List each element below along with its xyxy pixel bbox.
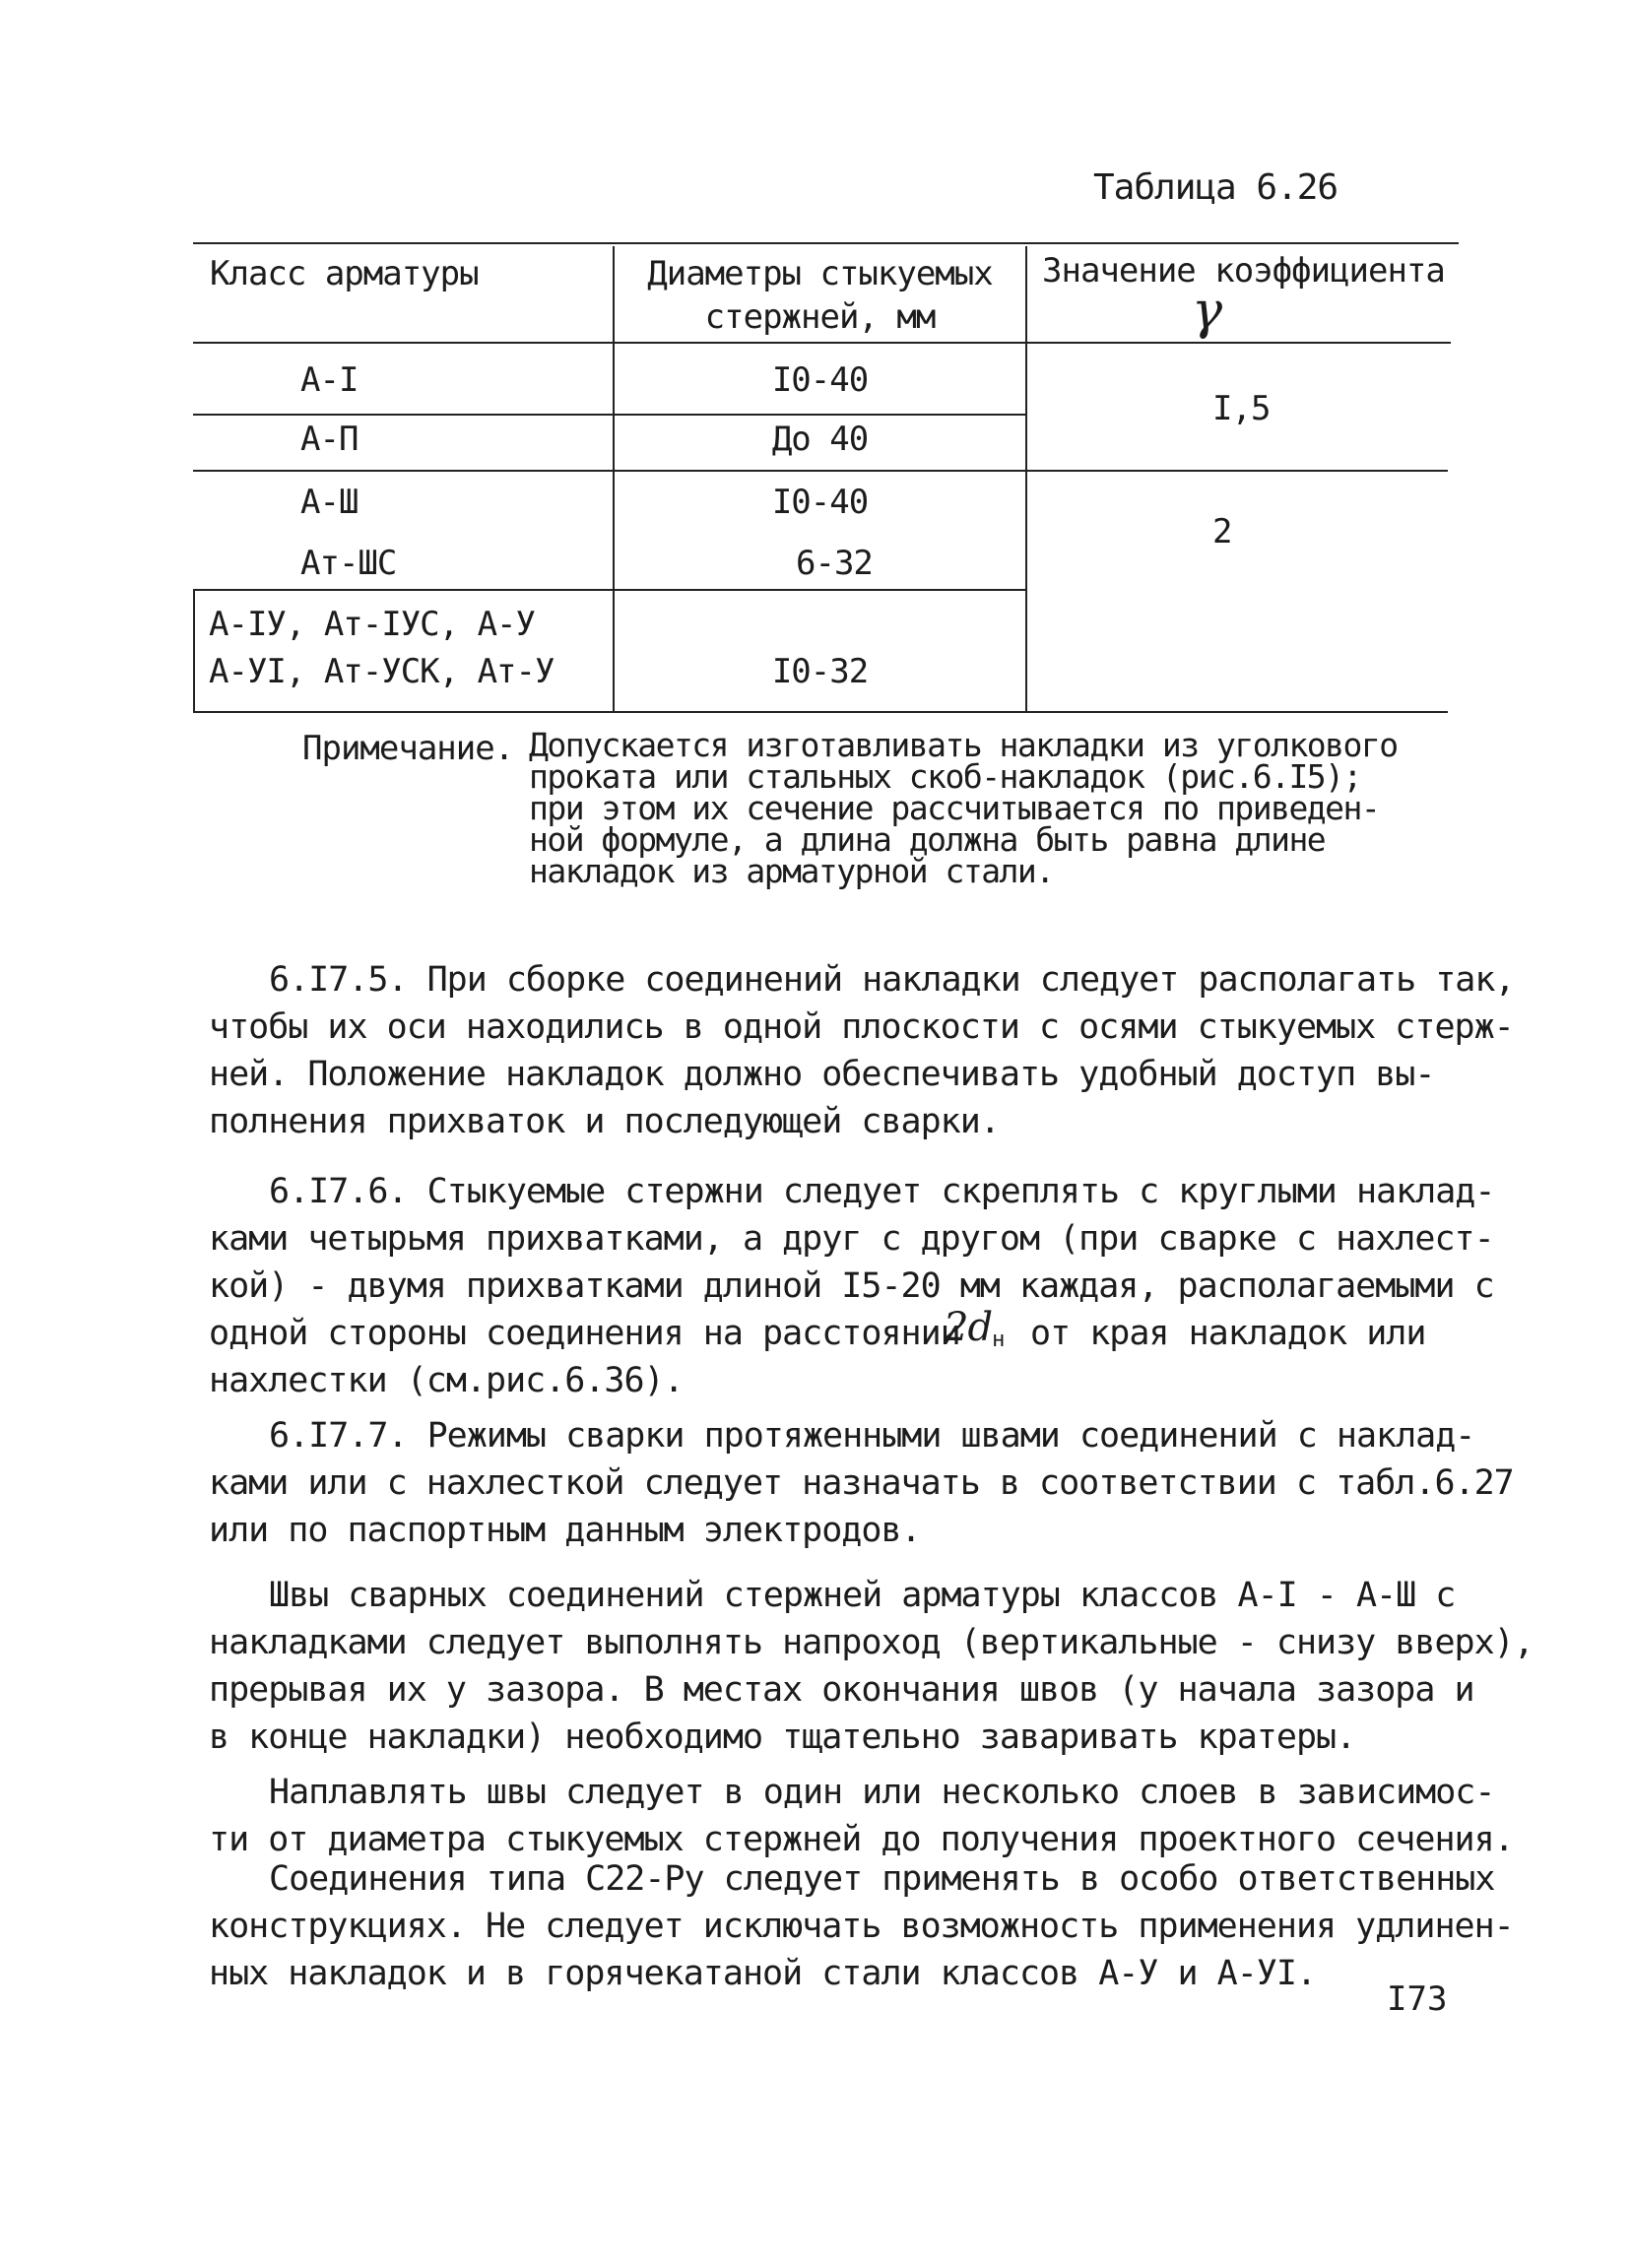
coefficient-value: I,5 — [1212, 389, 1271, 428]
paragraph-line: ных накладок и в горячекатаной стали классов А-У и А-УI. — [209, 1954, 1317, 1993]
row-diameter: I0-32 — [771, 652, 869, 691]
paragraph-line: в конце накладки) необходимо тщательно заваривать кратеры. — [209, 1717, 1356, 1757]
table-caption: Таблица 6.26 — [1093, 167, 1338, 208]
table-header-border — [193, 342, 1451, 344]
note-line: проката или стальных скоб-накладок (рис.6.I5); — [529, 757, 1361, 796]
row-class: Ат-ШС — [300, 544, 397, 583]
paragraph-line: Швы сварных соединений стержней арматуры классов А-I - А-Ш с — [269, 1576, 1456, 1615]
paragraph-line: полнения прихваток и последующей сварки. — [209, 1102, 1000, 1141]
note-line: Допускается изготавливать накладки из уголкового — [529, 726, 1398, 764]
table-top-border — [193, 242, 1459, 244]
header-coefficient: Значение коэффициента — [1042, 251, 1445, 291]
paragraph-line: ками или с нахлесткой следует назначать в соответствии с табл.6.27 — [209, 1463, 1514, 1503]
row-divider — [193, 470, 1448, 472]
table-bottom-border — [193, 711, 1448, 713]
table-left-border — [193, 589, 195, 711]
formula-2dn: $2d_н$ — [944, 1305, 1005, 1352]
header-diameter-line1: Диаметры стыкуемых — [647, 254, 993, 293]
header-class: Класс арматуры — [210, 254, 479, 293]
paragraph-line: нахлестки (см.рис.6.36). — [209, 1361, 684, 1400]
paragraph-line: Соединения типа С22-Ру следует применять в особо ответственных — [269, 1859, 1495, 1899]
row-class: А-Ш — [300, 483, 359, 522]
row-diameter: 6-32 — [796, 544, 873, 583]
page-number: I73 — [1387, 1979, 1448, 2019]
row-diameter: До 40 — [771, 420, 869, 459]
paragraph-line: конструкциях. Не следует исключать возможность применения удлинен- — [209, 1907, 1514, 1946]
paragraph-line: Наплавлять швы следует в один или несколько слоев в зависимос- — [269, 1773, 1495, 1812]
gamma-symbol: γ — [1192, 282, 1223, 341]
paragraph-line: 6.I7.7. Режимы сварки протяженными швами соединений с наклад- — [269, 1416, 1475, 1456]
paragraph-line: 6.I7.6. Стыкуемые стержни следует скреплять с круглыми наклад- — [269, 1172, 1495, 1211]
paragraph-line: ти от диаметра стыкуемых стержней до получения проектного сечения. — [209, 1820, 1514, 1859]
row-divider — [193, 589, 1025, 591]
header-diameter-line2: стержней, мм — [704, 297, 936, 337]
paragraph-line: ками четырьмя прихватками, а друг с другом (при сварке с нахлест- — [209, 1219, 1494, 1259]
note-line: накладок из арматурной стали. — [529, 852, 1054, 890]
column-divider — [1025, 246, 1027, 711]
paragraph-line: одной стороны соединения на расстоянии — [209, 1314, 960, 1353]
paragraph-line: ней. Положение накладок должно обеспечивать удобный доступ вы- — [209, 1055, 1435, 1094]
paragraph-line: прерывая их у зазора. В местах окончания швов (у начала зазора и — [209, 1670, 1474, 1710]
paragraph-line: от края накладок или — [1030, 1314, 1426, 1353]
row-divider — [193, 414, 1025, 416]
note-label: Примечание. — [302, 729, 514, 768]
note-line: ной формуле, а длина должна быть равна длине — [529, 820, 1326, 859]
column-divider — [613, 246, 615, 711]
paragraph-line: 6.I7.5. При сборке соединений накладки следует располагать так, — [269, 960, 1515, 1000]
coefficient-value: 2 — [1212, 512, 1232, 551]
row-diameter: I0-40 — [771, 483, 869, 522]
paragraph-line: кой) - двумя прихватками длиной I5-20 мм каждая, располагаемыми с — [209, 1266, 1494, 1306]
paragraph-line: чтобы их оси находились в одной плоскости с осями стыкуемых стерж- — [209, 1007, 1514, 1047]
note-line: при этом их сечение рассчитывается по приведен- — [529, 789, 1380, 827]
row-class: А-I — [300, 360, 359, 400]
row-class-line2: А-УI, Ат-УСК, Ат-У — [209, 652, 555, 691]
row-class-line1: А-IУ, Ат-IУС, А-У — [209, 605, 535, 644]
paragraph-line: накладками следует выполнять напроход (вертикальные - снизу вверх), — [209, 1623, 1534, 1662]
paragraph-line: или по паспортным данным электродов. — [209, 1511, 921, 1550]
row-class: А-П — [300, 420, 359, 459]
row-diameter: I0-40 — [771, 360, 869, 400]
